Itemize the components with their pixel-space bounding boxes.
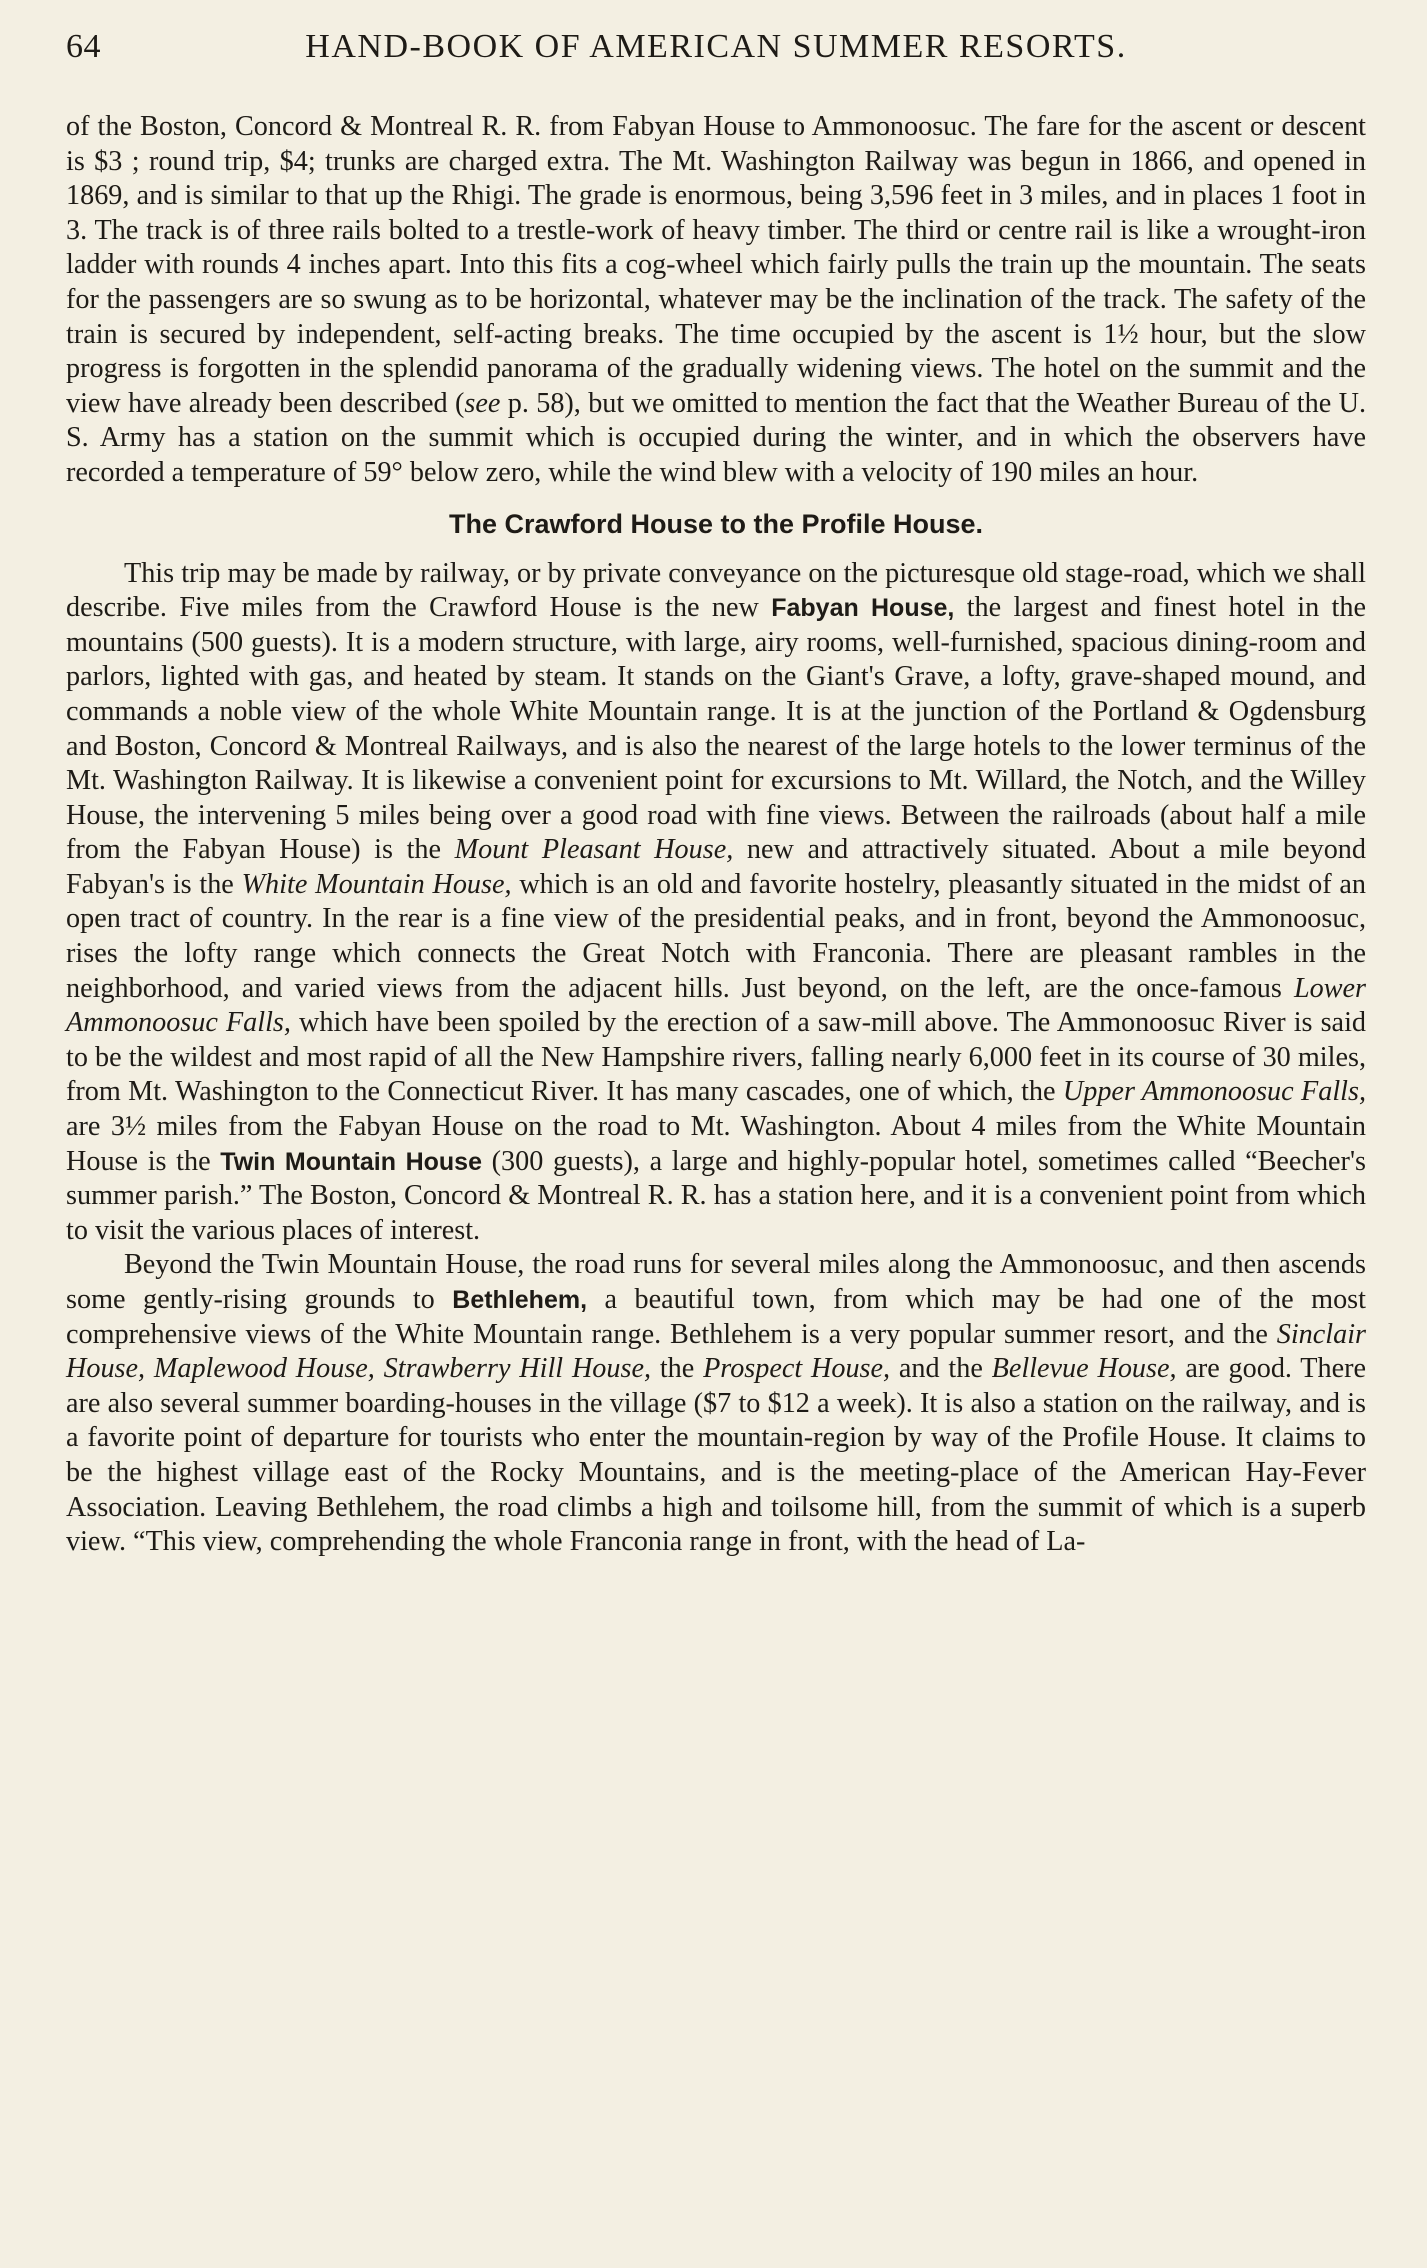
running-title: HAND-BOOK OF AMERICAN SUMMER RESORTS. xyxy=(305,28,1127,65)
body-text xyxy=(66,110,1366,1560)
place-name-lower-falls: Lower Ammonoosuc Falls, xyxy=(66,972,1366,1039)
hotel-name-prospect: Prospect House, xyxy=(703,1353,891,1385)
hotel-names-bethlehem: Sinclair House, Maplewood House, Strawberry Hill House, xyxy=(66,1318,1366,1385)
paragraph-mt-washington-railway: of the Boston, Concord & Montreal R. R. from Fabyan House to Ammonoosuc. The fare for the ascent or descent is $3 ; round trip, $4; trunks are charged extra. The Mt. Washington Railway was begun in 1866, and opened in 1869, and is similar to that up the Rhigi. The grade is enormous, being 3,596 feet in 3 miles, and in places 1 foot in 3. The track is of three rails bolted to a trestle-work of heavy timber. The third or centre rail is like a wrought-iron ladder with rounds 4 inches apart. Into this fits a cog-wheel which fairly pulls the train up the mountain. The seats for the passengers are so swung as to be horizontal, whatever may be the inclination of the track. The safety of the train is secured by independent, self-acting breaks. The time occupied by the ascent is 1½ hour, but the slow progress is forgotten in the splendid panorama of the gradually widening views. The hotel on the summit and the view have already been described (see p. 58), but we omitted to mention the fact that the Weather Bureau of the U. S. Army has a station on the summit which is occupied during the winter, and in which the observers have recorded a temperature of 59° below zero, while the wind blew with a velocity of 190 miles an hour. xyxy=(66,111,1366,488)
hotel-name-white-mountain: White Mountain House, xyxy=(241,868,512,900)
hotel-name-bellevue: Bellevue House, xyxy=(991,1353,1177,1385)
place-name-twin-mountain-house: Twin Mountain House xyxy=(220,1147,482,1176)
place-name-bethlehem: Bethlehem, xyxy=(452,1286,588,1314)
hotel-name-mount-pleasant: Mount Pleasant House, xyxy=(454,834,734,866)
book-page xyxy=(66,28,1366,1560)
section-heading: The Crawford House to the Profile House. xyxy=(448,508,984,539)
place-name-upper-falls: Upper Ammonoosuc Falls, xyxy=(1062,1076,1366,1108)
see-reference: see xyxy=(464,387,501,419)
paragraph-crawford-to-profile: This trip may be made by railway, or by private conveyance on the picturesque old stage-road, which we shall describe. Five miles from the Crawford House is the new Fabyan House, the largest and finest hotel in the mountains (500 guests). It is a modern structure, with large, airy rooms, well-furnished, spacious dining-room and parlors, lighted with gas, and heated by steam. It stands on the Giant's Grave, a lofty, grave-shaped mound, and commands a noble view of the whole White Mountain range. It is at the junction of the Portland & Ogdensburg and Boston, Concord & Montreal Railways, and is also the nearest of the large hotels to the lower terminus of the Mt. Washington Railway. It is likewise a convenient point for excursions to Mt. Willard, the Notch, and the Willey House, the intervening 5 miles being over a good road with fine views. Between the railroads (about half a mile from the Fabyan House) is the Mount Pleasant House, new and attractively situated. About a mile beyond Fabyan's is the White Mountain House, which is an old and favorite hostelry, pleasantly situated in the midst of an open tract of country. In the rear is a fine view of the presidential peaks, and in front, beyond the Ammonoosuc, rises the lofty range which connects the Great Notch with Franconia. There are pleasant rambles in the neighborhood, and varied views from the adjacent hills. Just beyond, on the left, are the once-famous Lower Ammonoosuc Falls, which have been spoiled by the erection of a saw-mill above. The Ammonoosuc River is said to be the wildest and most rapid of all the New Hampshire rivers, falling nearly 6,000 feet in its course of 30 miles, from Mt. Washington to the Connecticut River. It has many cascades, one of which, the Upper Ammonoosuc Falls, are 3½ miles from the Fabyan House on the road to Mt. Washington. About 4 miles from the White Mountain House is the Twin Mountain House (300 guests), a large and highly-popular hotel, sometimes called “Beecher's summer parish.” The Boston, Concord & Montreal R. R. has a station here, and it is a convenient point from which to visit the various places of interest. xyxy=(66,557,1367,1246)
place-name-fabyan-house: Fabyan House, xyxy=(771,594,955,623)
page-number: 64 xyxy=(66,28,101,65)
paragraph-bethlehem: Beyond the Twin Mountain House, the road runs for several miles along the Ammonoosuc, and then ascends some gently-rising grounds to Bethlehem, a beautiful town, from which may be had one of the most comprehensive views of the White Mountain range. Bethlehem is a very popular summer resort, and the Sinclair House, Maplewood House, Strawberry Hill House, the Prospect House, and the Bellevue House, are good. There are also several summer boarding-houses in the village ($7 to $12 a week). It is also a station on the railway, and is a favorite point of departure for tourists who enter the mountain-region by way of the Profile House. It claims to be the highest village east of the Rocky Mountains, and is the meeting-place of the American Hay-Fever Association. Leaving Bethlehem, the road climbs a high and toilsome hill, from the summit of which is a superb view. “This view, comprehending the whole Franconia range in front, with the head of La- xyxy=(66,1249,1366,1558)
running-head xyxy=(66,28,1366,80)
